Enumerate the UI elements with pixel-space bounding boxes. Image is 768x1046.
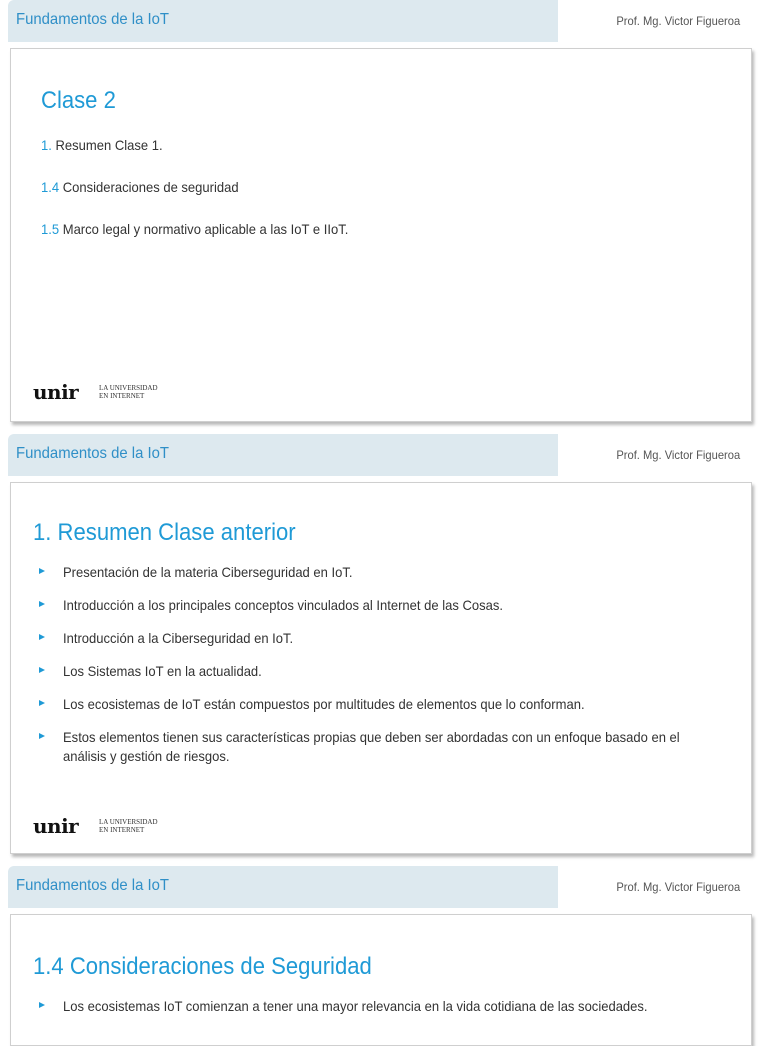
bullet-arrow-icon	[39, 634, 45, 640]
slide-1	[10, 48, 752, 422]
slide-2	[10, 482, 752, 854]
list-item: Presentación de la materia Ciberseguridad en IoT.	[35, 563, 731, 582]
slide-2-header	[8, 434, 760, 476]
agenda-text: Resumen Clase 1.	[51, 137, 163, 153]
course-title: Fundamentos de la IoT	[16, 877, 170, 894]
slide-title: 1.4 Consideraciones de Seguridad	[33, 953, 372, 980]
agenda-number: 1.4	[41, 179, 60, 195]
slide-title: 1. Resumen Clase anterior	[33, 519, 296, 546]
bullet-arrow-icon	[39, 667, 45, 673]
bullet-arrow-icon	[39, 733, 45, 739]
bullet-list	[35, 997, 731, 1030]
list-item: Los Sistemas IoT en la actualidad.	[35, 662, 731, 681]
list-item: Estos elementos tienen sus características propias que deben ser abordadas con un enfoque basado en el análisis y gestión de riesgos.	[35, 728, 731, 766]
agenda-item	[41, 221, 348, 237]
list-item: Los ecosistemas de IoT están compuestos por multitudes de elementos que lo conforman.	[35, 695, 731, 714]
list-item: Introducción a los principales conceptos vinculados al Internet de las Cosas.	[35, 596, 731, 615]
logo-wordmark: unir	[33, 814, 79, 838]
agenda-number: 1.	[41, 137, 52, 153]
course-title: Fundamentos de la IoT	[16, 445, 170, 462]
bullet-arrow-icon	[39, 568, 45, 574]
bullet-arrow-icon	[39, 700, 45, 706]
professor-name: Prof. Mg. Victor Figueroa	[616, 14, 740, 28]
slide-3-header	[8, 866, 760, 908]
course-title: Fundamentos de la IoT	[16, 11, 170, 28]
bullet-arrow-icon	[39, 1002, 45, 1008]
slide-1-header	[8, 0, 760, 42]
bullet-arrow-icon	[39, 601, 45, 607]
list-item: Introducción a la Ciberseguridad en IoT.	[35, 629, 731, 648]
professor-name: Prof. Mg. Victor Figueroa	[616, 880, 740, 894]
slide-title: Clase 2	[41, 87, 116, 114]
list-item: Los ecosistemas IoT comienzan a tener una mayor relevancia en la vida cotidiana de las sociedades.	[35, 997, 731, 1016]
agenda-text: Consideraciones de seguridad	[59, 179, 239, 195]
logo-tagline: LA UNIVERSIDAD EN INTERNET	[99, 384, 158, 400]
agenda-number: 1.5	[41, 221, 60, 237]
bullet-list	[35, 563, 731, 780]
logo-tagline: LA UNIVERSIDAD EN INTERNET	[99, 818, 158, 834]
agenda-item	[41, 137, 163, 153]
logo-wordmark: unir	[33, 380, 79, 404]
agenda-item	[41, 179, 239, 195]
professor-name: Prof. Mg. Victor Figueroa	[616, 448, 740, 462]
slide-3	[10, 914, 752, 1046]
agenda-text: Marco legal y normativo aplicable a las IoT e IIoT.	[59, 221, 349, 237]
